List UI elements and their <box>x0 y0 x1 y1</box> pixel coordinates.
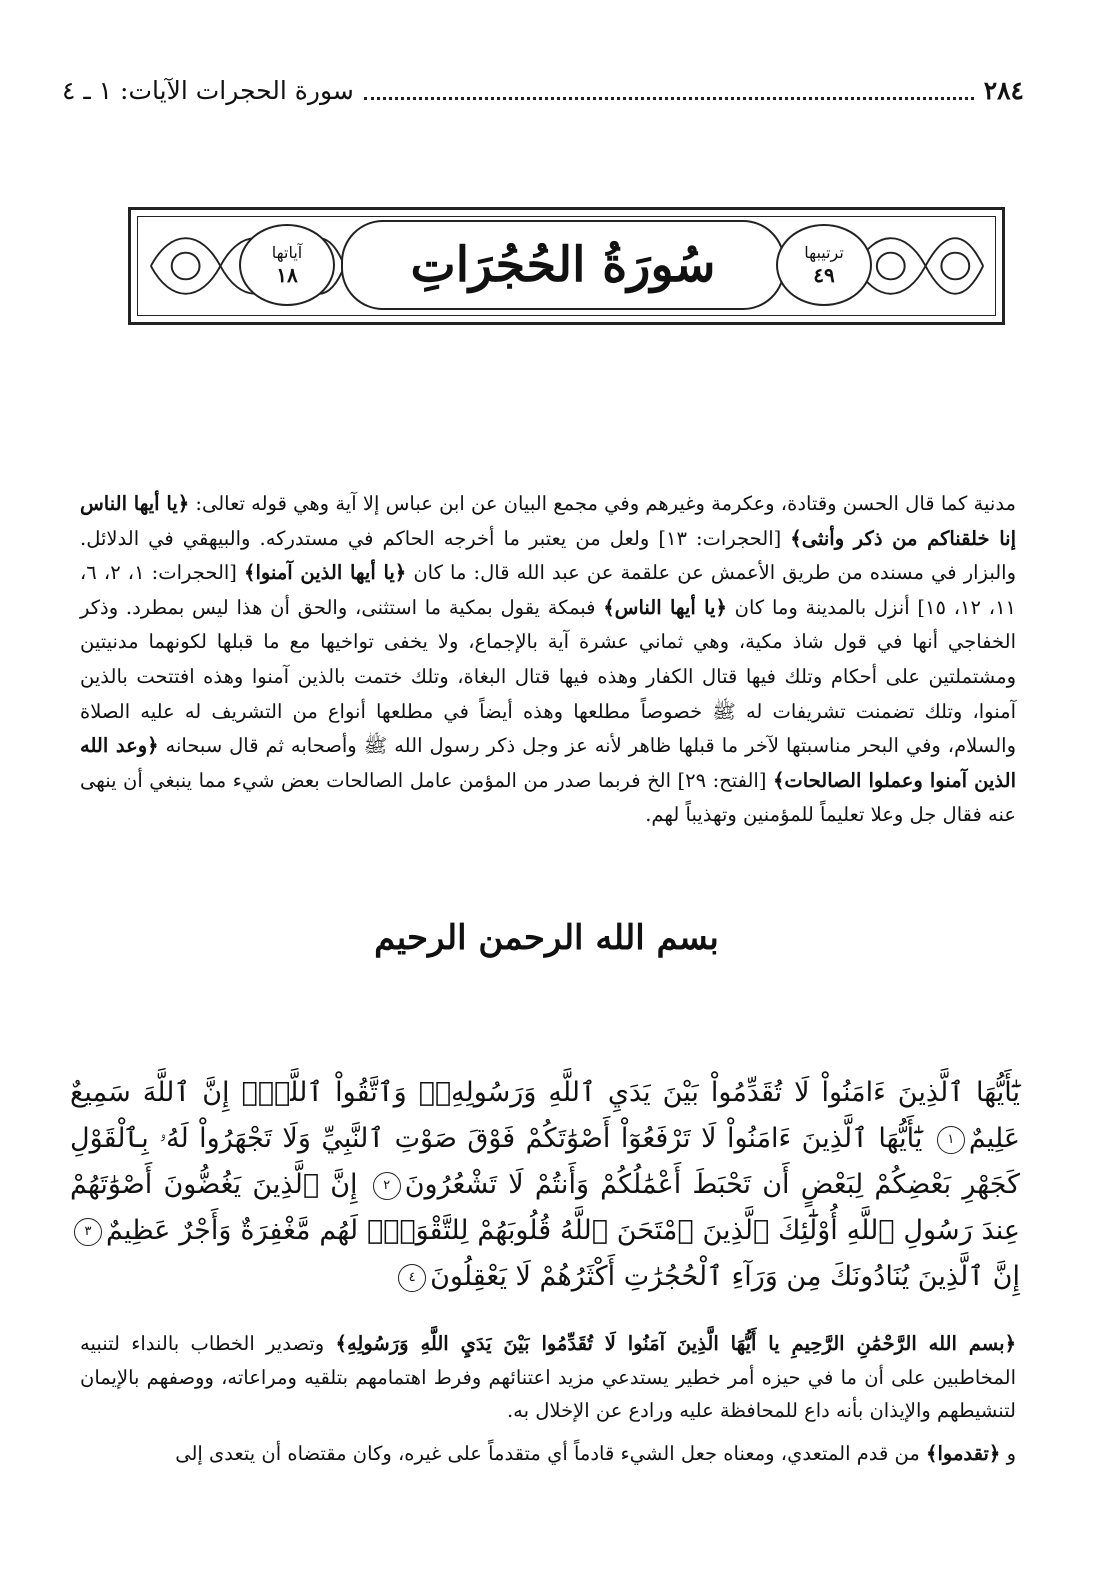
quoted-verse: ﴿يا أيها الذين آمنوا﴾ <box>244 561 407 585</box>
surah-title-banner <box>128 207 1005 325</box>
intro-paragraph <box>80 487 1016 833</box>
header-title: سورة الحجرات الآيات: ١ ـ ٤ <box>62 75 354 105</box>
intro-text: فبمكة يقول بمكية ما استثنى، والحق أن هذا ليس بمطرد. وذكر الخفاجي أنها في قول شاذ مكية، وهي ثماني عشرة آية بالإجماع، ولا يخفى تواخيها مع ما قبلها لكونهما مدنيتين ومشتملتين على أحكام وتلك فيها قتال الكفار وهذه فيها قتال البغاة، وتلك ختمت بالذين آمنوا وهذه افتتحت بالذين آمنوا، وتلك تضمنت تشريفات له ﷺ خصوصاً مطلعها وهذه أيضاً في مطلعها أنواع من التشريف له عليه الصلاة والسلام، وفي البحر مناسبتها لآخر ما قبلها ظاهر لأنه عز وجل ذكر رسول الله ﷺ وأصحابه ثم قال سبحانه <box>80 595 1016 758</box>
ayah-number-icon: ٣ <box>74 1218 102 1246</box>
quoted-verse: ﴿يا أيها الناس﴾ <box>603 595 727 619</box>
quoted-verse: ﴿بسم الله الرَّحْمَٰنِ الرَّحِيمِ يا أَيُّهَا الَّذِينَ آمَنُوا لَا تُقَدِّمُوا بَيْنَ يَدَيِ اللَّهِ وَرَسُولِهِ﴾ <box>335 1332 1016 1355</box>
quoted-word: ﴿تقدموا﴾ <box>926 1442 1001 1465</box>
ayah-number-icon: ٤ <box>398 1264 426 1292</box>
order-label: ترتيبها <box>804 242 844 262</box>
page-number: ٢٨٤ <box>983 75 1024 105</box>
verse-text: يَٰٓأَيُّهَا ٱلَّذِينَ ءَامَنُواْ لَا تُقَدِّمُواْ بَيْنَ يَدَيِ ٱللَّهِ وَرَسُولِهِۦۖ وَٱتَّقُواْ ٱللَّهَۚ إِنَّ ٱللَّهَ سَمِيعٌ عَلِيمٌ <box>70 1077 1020 1154</box>
intro-text: [الحجرات: ١، ٢، ٦، ١١، ١٢، ١٥] أنزل بالمدينة وما كان <box>80 561 1017 619</box>
order-value: ٤٩ <box>813 262 835 287</box>
quoted-verse: ﴿وعد الله الذين آمنوا وعملوا الصالحات﴾ <box>80 734 1016 792</box>
verses-count-medallion <box>239 224 335 306</box>
commentary-text: من قدم المتعدي، ومعناه جعل الشيء قادماً أي متقدماً على غيره، وكان مقتضاه أن يتعدى إلى <box>175 1442 927 1465</box>
commentary-paragraph <box>80 1437 1016 1470</box>
commentary-text: وتصدير الخطاب بالنداء لتنبيه المخاطبين على أن ما في حيزه أمر خطير يستدعي مزيد اعتنائهم وفرط اهتمامهم بتلقيه ومراعاته، ووصفهم بالإيمان لتنشيطهم والإيذان بأنه داع للمحافظة عليه ورادع عن الإخلال به. <box>80 1332 1016 1422</box>
intro-text: [الفتح: ٢٩] الخ فربما صدر من المؤمن عامل الصالحات بعض شيء مما ينبغي أن ينهى عنه فقال جل وعلا تعليماً للمؤمنين وتهذيباً لهم. <box>80 768 1016 827</box>
intro-text: مدنية كما قال الحسن وقتادة، وعكرمة وغيرهم وفي مجمع البيان عن ابن عباس إلا آية وهي قوله تعالى: <box>189 492 1016 515</box>
verse-text: يَٰٓأَيُّهَا ٱلَّذِينَ ءَامَنُواْ لَا تَرْفَعُوٓاْ أَصْوَٰتَكُمْ فَوْقَ صَوْتِ ٱلنَّبِيِّ وَلَا تَجْهَرُواْ لَهُۥ بِٱلْقَوْلِ كَجَهْرِ بَعْضِكُمْ لِبَعْضٍ أَن تَحْبَطَ أَعْمَٰلُكُمْ وَأَنتُمْ لَا تَشْعُرُونَ <box>70 1123 1020 1200</box>
intro-text: [الحجرات: ١٣] ولعل من يعتبر ما أخرجه الحاكم في مستدركه. والبيهقي في الدلائل. والبزار في مسنده من طريق الأعمش عن علقمة عن عبد الله قال: ما كان <box>80 526 1016 585</box>
ayah-number-icon: ١ <box>937 1126 965 1154</box>
surah-order-medallion <box>776 224 872 306</box>
quran-verses <box>70 1070 1020 1300</box>
running-header <box>62 70 1024 110</box>
verse-text: إِنَّ ٱلَّذِينَ يُنَادُونَكَ مِن وَرَآءِ ٱلْحُجُرَٰتِ أَكْثَرُهُمْ لَا يَعْقِلُونَ <box>430 1261 1020 1292</box>
surah-name: سُورَةُ الحُجُرَاتِ <box>410 237 716 293</box>
surah-name-cartouche <box>341 220 785 310</box>
basmala-heading: بسم الله الرحمن الرحيم <box>374 918 719 958</box>
commentary-paragraph <box>80 1327 1016 1428</box>
verses-value: ١٨ <box>276 262 298 287</box>
verse-text: إِنَّ ٱلَّذِينَ يَغُضُّونَ أَصْوَٰتَهُمْ عِندَ رَسُولِ ٱللَّهِ أُوْلَٰٓئِكَ ٱلَّذِينَ ٱمْتَحَنَ ٱللَّهُ قُلُوبَهُمْ لِلتَّقْوَىٰۚ لَهُم مَّغْفِرَةٌ وَأَجْرٌ عَظِيمٌ <box>70 1169 1020 1246</box>
ayah-number-icon: ٢ <box>373 1172 401 1200</box>
verses-label: آياتها <box>271 242 303 262</box>
header-dot-leader <box>364 97 974 100</box>
quoted-verse: ﴿يا أيها الناس إنا خلقناكم من ذكر وأنثى﴾ <box>80 492 1016 550</box>
commentary-text: و <box>1000 1442 1016 1465</box>
